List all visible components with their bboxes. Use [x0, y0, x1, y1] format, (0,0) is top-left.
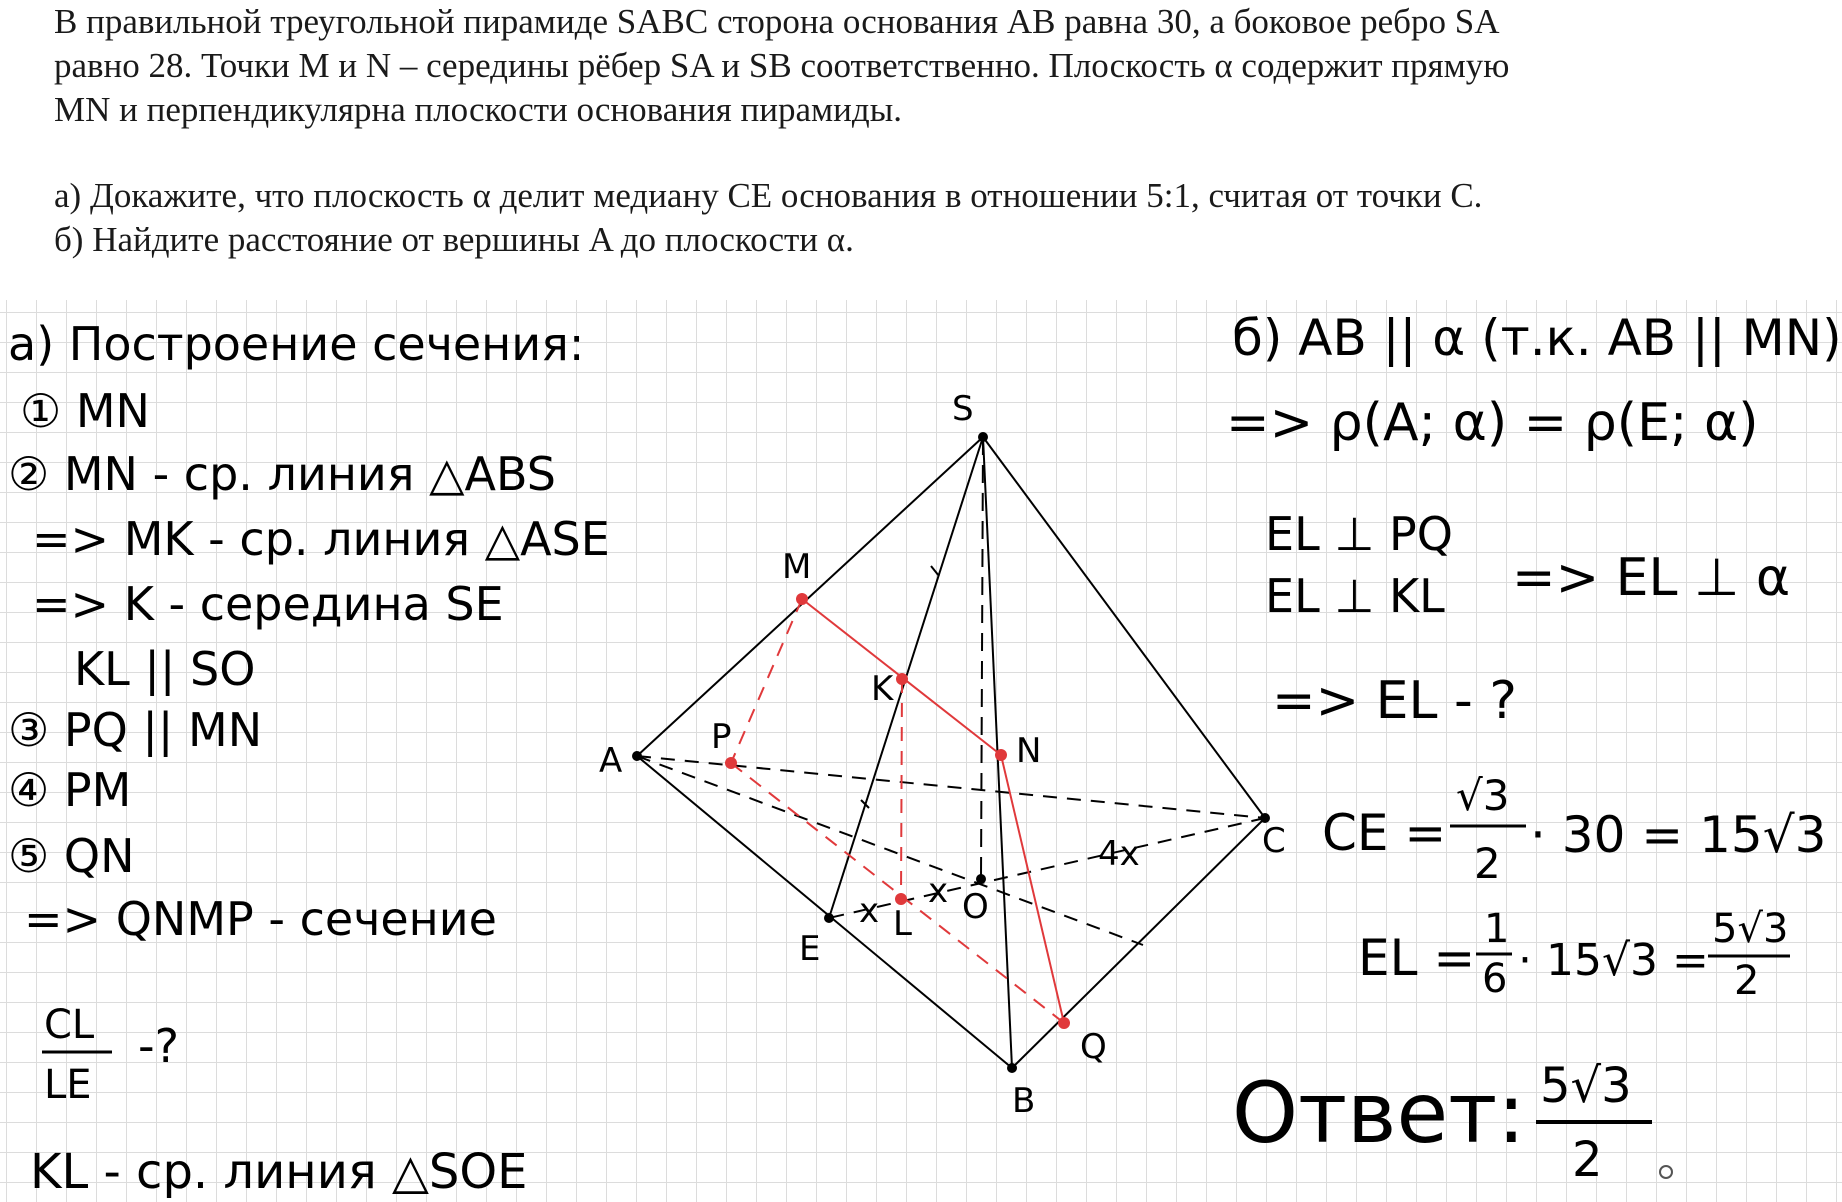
- median-CE: [829, 818, 1265, 918]
- answer-denominator: 2: [1572, 1132, 1603, 1188]
- label-C: C: [1262, 821, 1286, 861]
- perp-result: => EL ⊥ α: [1512, 548, 1791, 608]
- segment-KL: [901, 679, 902, 899]
- note-step3: ③ PQ || MN: [8, 703, 263, 757]
- note-title: а) Построение сечения:: [8, 317, 585, 371]
- right-notes: [1226, 309, 1842, 1188]
- tick-SE: [931, 566, 939, 576]
- el-lhs: EL =: [1358, 929, 1476, 987]
- el-result-denominator: 2: [1734, 958, 1760, 1004]
- problem-line-3: MN и перпендикулярна плоскости основания пирамиды.: [54, 90, 902, 129]
- problem-line-1: В правильной треугольной пирамиде SABC сторона основания AB равна 30, а боковое ребро SA: [54, 2, 1500, 41]
- label-A: A: [599, 741, 623, 781]
- label-4x-OC: 4x: [1098, 834, 1140, 874]
- label-L: L: [893, 904, 912, 944]
- note-step2c: => K - середина SE: [32, 577, 504, 631]
- height-SO: [981, 437, 983, 879]
- median-from-A: [637, 756, 1143, 945]
- label-x-LO: x: [928, 871, 949, 911]
- b-line2: => ρ(A; α) = ρ(E; α): [1226, 393, 1759, 453]
- perp-1: EL ⊥ PQ: [1265, 507, 1453, 561]
- label-S: S: [952, 389, 974, 429]
- answer-label: Ответ:: [1232, 1064, 1526, 1162]
- note-step2: ② MN - ср. линия △ABS: [8, 447, 556, 501]
- perp-2: EL ⊥ KL: [1265, 569, 1445, 623]
- edge-AB: [637, 756, 1012, 1068]
- note-step1: ① MN: [20, 384, 150, 438]
- label-M: M: [782, 547, 812, 587]
- left-notes: [8, 317, 610, 1200]
- ce-numerator: √3: [1456, 771, 1510, 820]
- pen-cursor: [1660, 1166, 1672, 1178]
- note-step2b: => MK - ср. линия △ASE: [32, 512, 610, 566]
- ce-lhs: CE =: [1322, 804, 1447, 862]
- label-E: E: [799, 929, 821, 969]
- label-P: P: [711, 717, 732, 757]
- label-x-EL: x: [859, 891, 880, 931]
- el-mid: · 15√3 =: [1518, 935, 1709, 986]
- label-B: B: [1012, 1081, 1036, 1121]
- label-K: K: [871, 669, 894, 709]
- section-figure: [731, 599, 1064, 1023]
- note-result: => QNMP - сечение: [24, 892, 497, 946]
- segment-MP: [731, 599, 802, 763]
- ce-rhs: · 30 = 15√3: [1530, 806, 1827, 864]
- el-numerator: 1: [1484, 906, 1510, 952]
- el-question: => EL - ?: [1272, 671, 1517, 731]
- note-step4: ④ PM: [8, 763, 132, 817]
- segment-PQ: [731, 763, 1064, 1023]
- label-O: O: [962, 887, 989, 927]
- problem-line-2: равно 28. Точки M и N – середины рёбер SA и SB соответственно. Плоскость α содержит прямую: [54, 46, 1510, 85]
- note-step5: ⑤ QN: [8, 829, 135, 883]
- answer-numerator: 5√3: [1540, 1058, 1632, 1114]
- label-Q: Q: [1080, 1027, 1107, 1067]
- note-bottom: KL - ср. линия △SOE: [30, 1144, 528, 1200]
- ratio-denominator: LE: [44, 1062, 92, 1108]
- ratio-numerator: CL: [44, 1002, 95, 1048]
- ratio-question: -?: [138, 1019, 180, 1073]
- label-N: N: [1016, 731, 1042, 771]
- ce-denominator: 2: [1474, 839, 1501, 888]
- el-denominator: 6: [1482, 956, 1508, 1002]
- el-result-numerator: 5√3: [1712, 906, 1789, 952]
- b-line1: б) AB || α (т.к. AB || MN): [1232, 309, 1842, 367]
- problem-part-a: а) Докажите, что плоскость α делит медиану CE основания в отношении 5:1, считая от точки C.: [54, 176, 1483, 215]
- note-step2d: KL || SO: [74, 642, 256, 696]
- problem-part-b: б) Найдите расстояние от вершины A до плоскости α.: [54, 220, 854, 259]
